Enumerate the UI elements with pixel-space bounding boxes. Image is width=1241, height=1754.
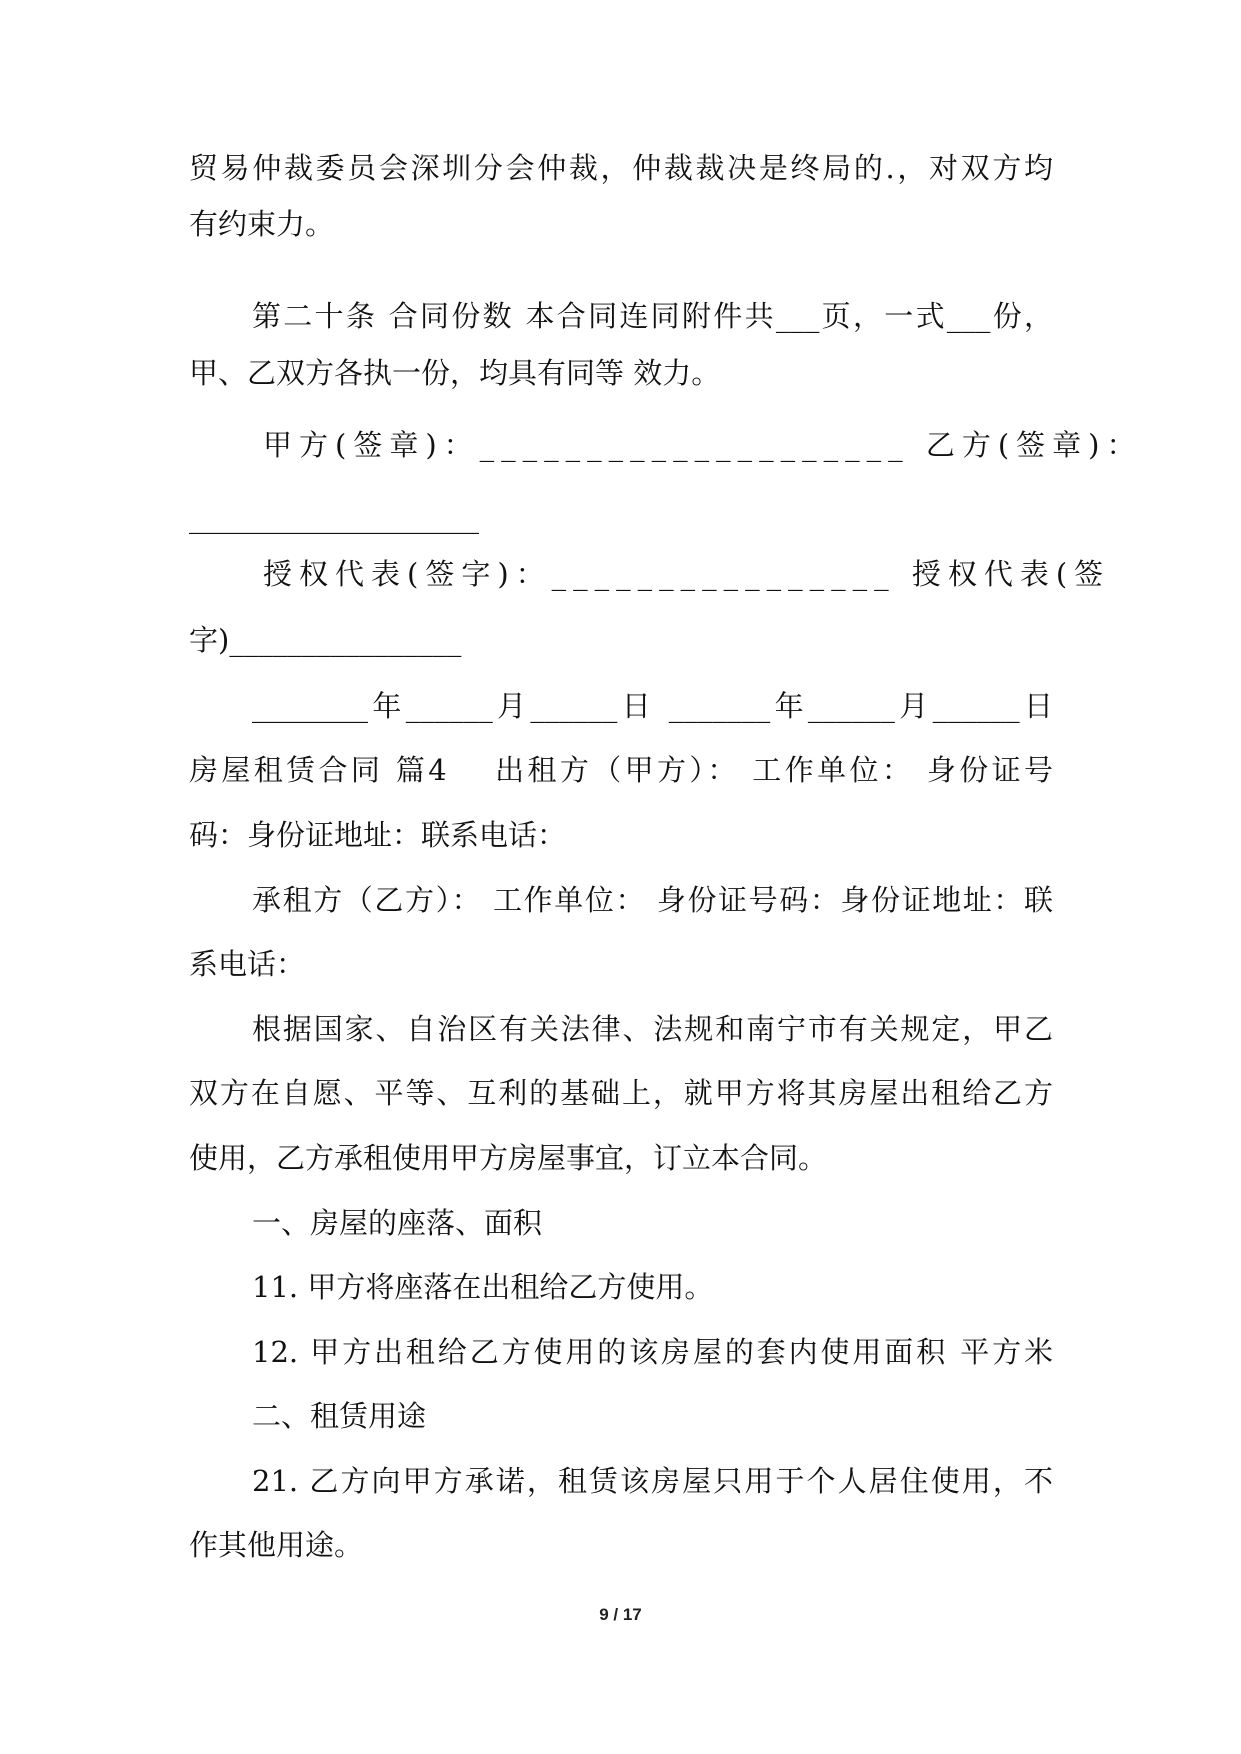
body-line: 第二十条 合同份数 本合同连同附件共___页，一式___份， xyxy=(252,299,1053,333)
section-heading: 一、房屋的座落、面积 xyxy=(252,1206,543,1240)
section-heading: 二、租赁用途 xyxy=(252,1399,427,1433)
body-line: 根据国家、自治区有关法律、法规和南宁市有关规定，甲乙 xyxy=(252,1012,1053,1046)
authorized-rep-line: 授权代表(签字)：________________ 授权代表(签 xyxy=(263,557,1111,591)
signature-underline: ____________________ xyxy=(189,500,479,534)
body-line: 系电话： xyxy=(189,947,306,981)
signature-line-party-a-b: 甲方(签章)：____________________ 乙方(签章)： xyxy=(263,428,1143,462)
contract-title-line: 房屋租赁合同 篇4 出租方（甲方）： 工作单位： 身份证号 xyxy=(189,753,1053,787)
date-line: ________年______月______日 _______年______月______日 xyxy=(252,689,1053,723)
body-line: 贸易仲裁委员会深圳分会仲裁，仲裁裁决是终局的.，对双方均 xyxy=(189,151,1053,185)
clause-line: 21. 乙方向甲方承诺，租赁该房屋只用于个人居住使用，不 xyxy=(252,1464,1053,1498)
page-number: 9 / 17 xyxy=(599,1605,642,1624)
body-line: 码：身份证地址：联系电话： xyxy=(189,818,567,852)
body-line: 使用，乙方承租使用甲方房屋事宜，订立本合同。 xyxy=(189,1141,828,1175)
authorized-rep-underline: 字)________________ xyxy=(189,623,462,657)
body-line: 作其他用途。 xyxy=(189,1528,364,1562)
clause-line: 12. 甲方出租给乙方使用的该房屋的套内使用面积 平方米 xyxy=(252,1335,1053,1369)
body-line: 甲、乙双方各执一份，均具有同等 效力。 xyxy=(189,356,721,390)
body-line: 双方在自愿、平等、互利的基础上，就甲方将其房屋出租给乙方 xyxy=(189,1076,1053,1110)
body-line: 有约束力。 xyxy=(189,207,335,241)
clause-line: 11. 甲方将座落在出租给乙方使用。 xyxy=(252,1270,714,1304)
body-line: 承租方（乙方）： 工作单位： 身份证号码：身份证地址：联 xyxy=(252,883,1053,917)
